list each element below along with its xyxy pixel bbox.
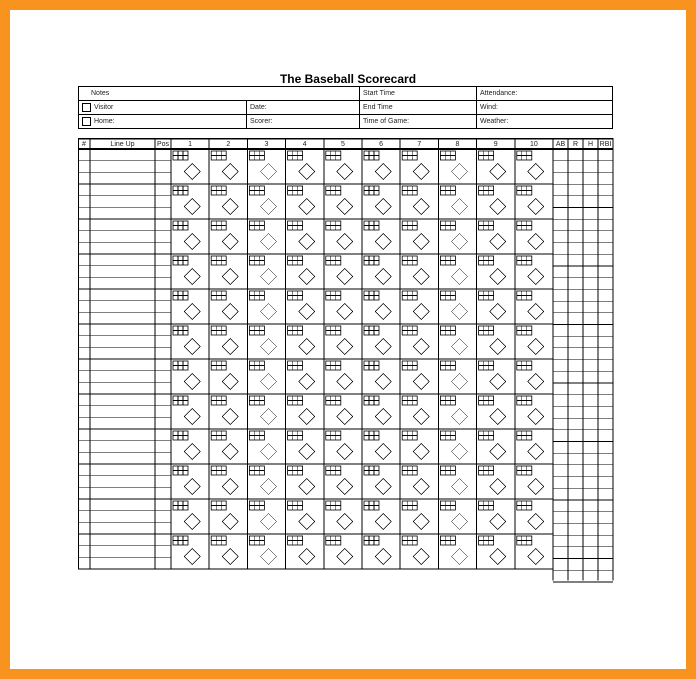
pitch-count-divider [517,396,532,405]
pitch-count-divider [211,221,226,230]
pitch-count-divider [326,431,341,440]
pitch-count-divider [364,186,379,195]
basepath-diamond[interactable] [222,409,238,425]
pitch-count-divider [288,326,303,335]
pitch-count-divider [326,186,341,195]
pitch-count-divider [173,326,188,335]
pitch-count-divider [364,396,379,405]
basepath-diamond[interactable] [528,479,544,495]
basepath-diamond[interactable] [490,199,506,215]
basepath-diamond[interactable] [261,514,277,530]
pitch-count-divider [517,256,532,265]
pitch-count-divider [479,221,494,230]
basepath-diamond[interactable] [452,409,468,425]
basepath-diamond[interactable] [222,199,238,215]
pitch-count-divider [479,326,494,335]
basepath-diamond[interactable] [261,164,277,180]
basepath-diamond[interactable] [184,164,200,180]
pitch-count-divider [211,396,226,405]
basepath-diamond[interactable] [337,164,353,180]
basepath-diamond[interactable] [490,444,506,460]
visitor-label: Visitor [94,104,114,111]
home-checkbox[interactable] [82,117,91,126]
pitch-count-divider [211,291,226,300]
basepath-diamond[interactable] [375,304,391,320]
basepath-diamond[interactable] [528,304,544,320]
basepath-diamond[interactable] [299,304,315,320]
pitch-count-divider [326,326,341,335]
basepath-diamond[interactable] [222,304,238,320]
time-of-game-field[interactable] [360,115,477,129]
info-row-visitor [79,101,613,115]
basepath-diamond[interactable] [413,269,429,285]
basepath-diamond[interactable] [528,339,544,355]
basepath-diamond[interactable] [337,479,353,495]
pitch-count-divider [288,256,303,265]
basepath-diamond[interactable] [184,374,200,390]
pitch-count-divider [479,536,494,545]
pitch-count-divider [288,396,303,405]
pitch-count-divider [364,256,379,265]
basepath-diamond[interactable] [528,374,544,390]
scorecard-title: The Baseball Scorecard [279,72,417,86]
basepath-diamond[interactable] [222,514,238,530]
basepath-diamond[interactable] [222,339,238,355]
header-stat-h: H [587,141,594,148]
pitch-count-divider [402,326,417,335]
pitch-count-divider [517,151,532,160]
basepath-diamond[interactable] [413,514,429,530]
pitch-count-divider [249,361,264,370]
header-inning-9: 9 [493,141,498,148]
pitch-count-divider [326,501,341,510]
basepath-diamond[interactable] [452,374,468,390]
basepath-diamond[interactable] [184,339,200,355]
basepath-diamond[interactable] [299,339,315,355]
basepath-diamond[interactable] [337,444,353,460]
basepath-diamond[interactable] [184,234,200,250]
basepath-diamond[interactable] [299,269,315,285]
date-field[interactable] [247,101,360,115]
basepath-diamond[interactable] [261,304,277,320]
basepath-diamond[interactable] [528,444,544,460]
pitch-count-divider [326,536,341,545]
basepath-diamond[interactable] [375,234,391,250]
attendance-field[interactable] [477,87,613,101]
basepath-diamond[interactable] [452,514,468,530]
basepath-diamond[interactable] [337,269,353,285]
pitch-count-divider [479,291,494,300]
basepath-diamond[interactable] [375,444,391,460]
pitch-count-divider [402,466,417,475]
pitch-count-divider [326,396,341,405]
basepath-diamond[interactable] [375,374,391,390]
pitch-count-divider [211,151,226,160]
basepath-diamond[interactable] [452,269,468,285]
pitch-count-divider [211,186,226,195]
basepath-diamond[interactable] [299,549,315,565]
pitch-count-divider [173,501,188,510]
basepath-diamond[interactable] [261,339,277,355]
basepath-diamond[interactable] [375,549,391,565]
basepath-diamond[interactable] [490,514,506,530]
pitch-count-divider [326,361,341,370]
basepath-diamond[interactable] [337,339,353,355]
basepath-diamond[interactable] [490,339,506,355]
pitch-count-divider [173,291,188,300]
header-inning-6: 6 [379,141,384,148]
basepath-diamond[interactable] [452,199,468,215]
pitch-count-divider [288,186,303,195]
pitch-count-divider [249,291,264,300]
basepath-diamond[interactable] [184,514,200,530]
basepath-diamond[interactable] [490,479,506,495]
basepath-diamond[interactable] [375,514,391,530]
basepath-diamond[interactable] [222,444,238,460]
basepath-diamond[interactable] [222,234,238,250]
pitch-count-divider [479,361,494,370]
pitch-count-divider [517,466,532,475]
basepath-diamond[interactable] [413,549,429,565]
basepath-diamond[interactable] [337,304,353,320]
pitch-count-divider [288,431,303,440]
header-inning-5: 5 [340,141,345,148]
pitch-count-divider [517,361,532,370]
basepath-diamond[interactable] [528,199,544,215]
pitch-count-divider [479,186,494,195]
pitch-count-divider [173,256,188,265]
header-inning-4: 4 [302,141,307,148]
pitch-count-divider [288,221,303,230]
scoring-grid [78,138,613,583]
basepath-diamond[interactable] [299,514,315,530]
basepath-diamond[interactable] [528,549,544,565]
basepath-diamond[interactable] [222,374,238,390]
basepath-diamond[interactable] [261,549,277,565]
pitch-count-divider [440,221,455,230]
pitch-count-divider [402,151,417,160]
basepath-diamond[interactable] [299,479,315,495]
pitch-count-divider [440,431,455,440]
basepath-diamond[interactable] [413,199,429,215]
basepath-diamond[interactable] [413,444,429,460]
pitch-count-divider [249,151,264,160]
basepath-diamond[interactable] [413,164,429,180]
date-label: Date: [250,104,267,111]
pitch-count-divider [326,221,341,230]
pitch-count-divider [326,466,341,475]
basepath-diamond[interactable] [299,409,315,425]
scorer-field[interactable] [247,115,360,129]
pitch-count-divider [173,466,188,475]
pitch-count-divider [440,396,455,405]
basepath-diamond[interactable] [375,339,391,355]
pitch-count-divider [364,361,379,370]
basepath-diamond[interactable] [528,234,544,250]
basepath-diamond[interactable] [299,199,315,215]
header-inning-1: 1 [188,141,193,148]
time-of-game-label: Time of Game: [363,118,410,125]
basepath-diamond[interactable] [222,269,238,285]
pitch-count-divider [517,291,532,300]
weather-label: Weather: [480,118,509,125]
basepath-diamond[interactable] [261,234,277,250]
pitch-count-divider [249,326,264,335]
pitch-count-divider [402,291,417,300]
basepath-diamond[interactable] [337,199,353,215]
pitch-count-divider [440,466,455,475]
pitch-count-divider [173,151,188,160]
pitch-count-divider [288,536,303,545]
basepath-diamond[interactable] [222,479,238,495]
pitch-count-divider [440,326,455,335]
basepath-diamond[interactable] [490,304,506,320]
pitch-count-divider [249,256,264,265]
basepath-diamond[interactable] [452,479,468,495]
pitch-count-divider [517,221,532,230]
pitch-count-divider [288,501,303,510]
info-row-home [79,115,613,129]
pitch-count-divider [249,466,264,475]
basepath-diamond[interactable] [375,164,391,180]
basepath-diamond[interactable] [413,339,429,355]
visitor-field[interactable] [79,101,247,115]
basepath-diamond[interactable] [337,374,353,390]
pitch-count-divider [440,361,455,370]
wind-label: Wind: [480,104,498,111]
pitch-count-divider [211,431,226,440]
pitch-count-divider [211,256,226,265]
pitch-count-divider [173,536,188,545]
basepath-diamond[interactable] [528,269,544,285]
basepath-diamond[interactable] [413,374,429,390]
basepath-diamond[interactable] [337,409,353,425]
pitch-count-divider [211,361,226,370]
pitch-count-divider [517,536,532,545]
basepath-diamond[interactable] [413,409,429,425]
weather-field[interactable] [477,115,613,129]
basepath-diamond[interactable] [490,549,506,565]
basepath-diamond[interactable] [261,374,277,390]
pitch-count-divider [517,186,532,195]
pitch-count-divider [364,291,379,300]
pitch-count-divider [517,431,532,440]
pitch-count-divider [440,151,455,160]
basepath-diamond[interactable] [452,164,468,180]
pitch-count-divider [173,431,188,440]
pitch-count-divider [517,326,532,335]
basepath-diamond[interactable] [452,304,468,320]
home-field[interactable] [79,115,247,129]
pitch-count-divider [249,396,264,405]
basepath-diamond[interactable] [413,234,429,250]
basepath-diamond[interactable] [184,199,200,215]
header-inning-2: 2 [226,141,231,148]
header-inning-3: 3 [264,141,269,148]
header-stat-r: R [572,141,579,148]
game-info-table [78,86,613,129]
pitch-count-divider [440,291,455,300]
basepath-diamond[interactable] [413,479,429,495]
pitch-count-divider [479,431,494,440]
basepath-diamond[interactable] [452,339,468,355]
pitch-count-divider [364,431,379,440]
pitch-count-divider [402,396,417,405]
basepath-diamond[interactable] [490,269,506,285]
basepath-diamond[interactable] [261,444,277,460]
pitch-count-divider [173,361,188,370]
pitch-count-divider [249,186,264,195]
pitch-count-divider [479,151,494,160]
home-label: Home: [94,118,115,125]
basepath-diamond[interactable] [184,304,200,320]
basepath-diamond[interactable] [184,549,200,565]
basepath-diamond[interactable] [490,234,506,250]
pitch-count-divider [402,256,417,265]
basepath-diamond[interactable] [184,269,200,285]
basepath-diamond[interactable] [299,374,315,390]
basepath-diamond[interactable] [299,164,315,180]
pitch-count-divider [288,466,303,475]
basepath-diamond[interactable] [375,479,391,495]
pitch-count-divider [364,221,379,230]
basepath-diamond[interactable] [490,374,506,390]
basepath-diamond[interactable] [452,549,468,565]
pitch-count-divider [402,361,417,370]
pitch-count-divider [402,501,417,510]
pitch-count-divider [479,466,494,475]
pitch-count-divider [173,221,188,230]
pitch-count-divider [364,466,379,475]
basepath-diamond[interactable] [452,444,468,460]
notes-field[interactable] [79,87,360,101]
pitch-count-divider [211,326,226,335]
basepath-diamond[interactable] [528,514,544,530]
end-time-label: End Time [363,104,393,111]
header-stat-rbi: RBI [599,141,612,148]
pitch-count-divider [364,536,379,545]
pitch-count-divider [440,536,455,545]
pitch-count-divider [288,151,303,160]
basepath-diamond[interactable] [337,514,353,530]
pitch-count-divider [402,186,417,195]
pitch-count-divider [288,291,303,300]
pitch-count-divider [440,501,455,510]
start-time-label: Start Time [363,90,395,97]
basepath-diamond[interactable] [528,164,544,180]
pitch-count-divider [402,221,417,230]
header-inning-10: 10 [530,141,538,148]
pitch-count-divider [517,501,532,510]
pitch-count-divider [440,186,455,195]
pitch-count-divider [211,536,226,545]
pitch-count-divider [173,396,188,405]
basepath-diamond[interactable] [375,199,391,215]
pitch-count-divider [364,151,379,160]
attendance-label: Attendance: [480,90,518,97]
pitch-count-divider [211,466,226,475]
header-inning-8: 8 [455,141,460,148]
basepath-diamond[interactable] [375,269,391,285]
pitch-count-divider [440,256,455,265]
pitch-count-divider [249,221,264,230]
pitch-count-divider [479,256,494,265]
basepath-diamond[interactable] [413,304,429,320]
pitch-count-divider [326,291,341,300]
header-lineup: Line Up [110,141,135,148]
basepath-diamond[interactable] [261,409,277,425]
pitch-count-divider [364,501,379,510]
basepath-diamond[interactable] [184,479,200,495]
basepath-diamond[interactable] [184,409,200,425]
basepath-diamond[interactable] [261,269,277,285]
basepath-diamond[interactable] [490,164,506,180]
header-inning-7: 7 [417,141,422,148]
wind-field[interactable] [477,101,613,115]
notes-label: Notes [91,90,110,97]
header-stat-ab: AB [555,141,566,148]
end-time-field[interactable] [360,101,477,115]
pitch-count-divider [402,536,417,545]
pitch-count-divider [326,256,341,265]
basepath-diamond[interactable] [184,444,200,460]
basepath-diamond[interactable] [261,479,277,495]
pitch-count-divider [249,501,264,510]
scorer-label: Scorer: [250,118,273,125]
pitch-count-divider [288,361,303,370]
basepath-diamond[interactable] [452,234,468,250]
basepath-diamond[interactable] [261,199,277,215]
header-position: Pos [156,141,170,148]
basepath-diamond[interactable] [337,549,353,565]
pitch-count-divider [479,501,494,510]
basepath-diamond[interactable] [528,409,544,425]
basepath-diamond[interactable] [375,409,391,425]
header-number: # [82,141,86,148]
pitch-count-divider [173,186,188,195]
basepath-diamond[interactable] [490,409,506,425]
basepath-diamond[interactable] [299,234,315,250]
start-time-field[interactable] [360,87,477,101]
pitch-count-divider [211,501,226,510]
pitch-count-divider [249,536,264,545]
basepath-diamond[interactable] [299,444,315,460]
pitch-count-divider [326,151,341,160]
basepath-diamond[interactable] [222,549,238,565]
basepath-diamond[interactable] [222,164,238,180]
basepath-diamond[interactable] [337,234,353,250]
pitch-count-divider [364,326,379,335]
pitch-count-divider [402,431,417,440]
info-row-notes [79,87,613,101]
visitor-checkbox[interactable] [82,103,91,112]
pitch-count-divider [249,431,264,440]
pitch-count-divider [479,396,494,405]
